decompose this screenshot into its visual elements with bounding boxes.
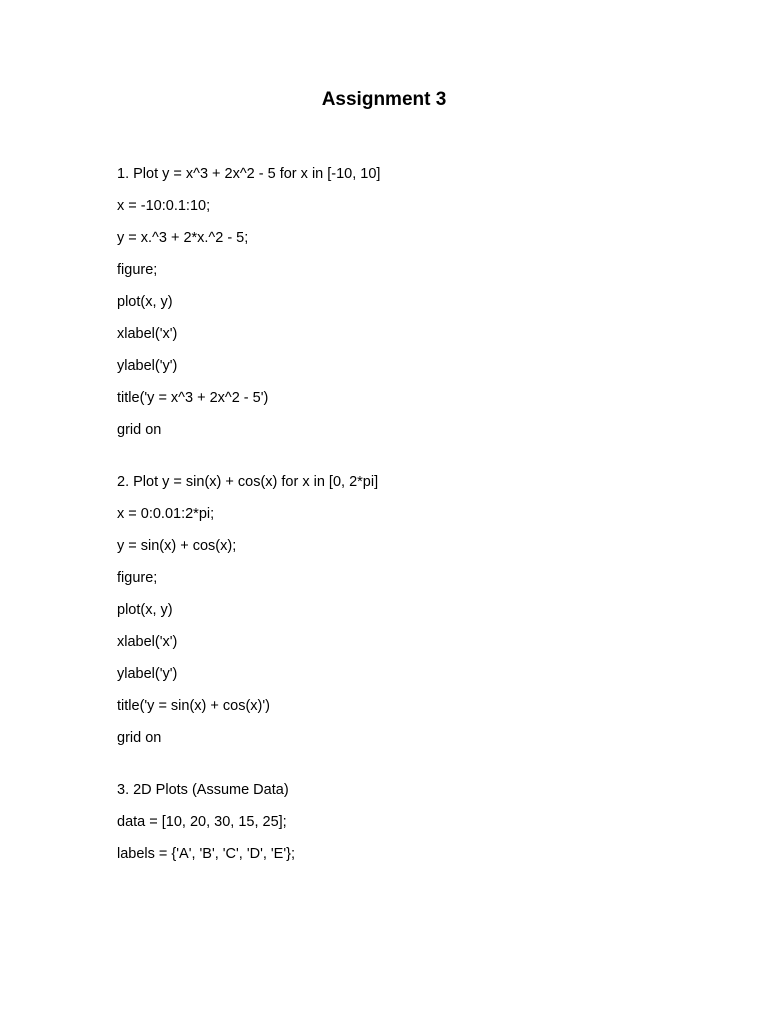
code-line: y = x.^3 + 2*x.^2 - 5; (117, 230, 249, 246)
section-1 (117, 164, 717, 440)
code-line: x = 0:0.01:2*pi; (117, 506, 215, 522)
code-line: grid on (117, 730, 162, 746)
section-3 (117, 780, 717, 864)
code-line: y = sin(x) + cos(x); (117, 538, 237, 554)
code-line: plot(x, y) (117, 602, 173, 618)
code-line: grid on (117, 422, 162, 438)
code-line: plot(x, y) (117, 294, 173, 310)
code-line: labels = {'A', 'B', 'C', 'D', 'E'}; (117, 846, 295, 862)
code-line: ylabel('y') (117, 358, 178, 374)
code-line: x = -10:0.1:10; (117, 198, 211, 214)
code-line: data = [10, 20, 30, 15, 25]; (117, 814, 287, 830)
code-line: xlabel('x') (117, 634, 178, 650)
document-body (117, 164, 717, 896)
code-line: xlabel('x') (117, 326, 178, 342)
code-line: ylabel('y') (117, 666, 178, 682)
section-heading: 3. 2D Plots (Assume Data) (117, 782, 289, 798)
section-heading: 1. Plot y = x^3 + 2x^2 - 5 for x in [-10, 10] (117, 166, 381, 182)
code-line: title('y = x^3 + 2x^2 - 5') (117, 390, 269, 406)
code-line: figure; (117, 262, 158, 278)
page-title: Assignment 3 (321, 89, 447, 110)
code-line: title('y = sin(x) + cos(x)') (117, 698, 270, 714)
section-heading: 2. Plot y = sin(x) + cos(x) for x in [0, 2*pi] (117, 474, 379, 490)
code-line: figure; (117, 570, 158, 586)
section-2 (117, 472, 717, 748)
